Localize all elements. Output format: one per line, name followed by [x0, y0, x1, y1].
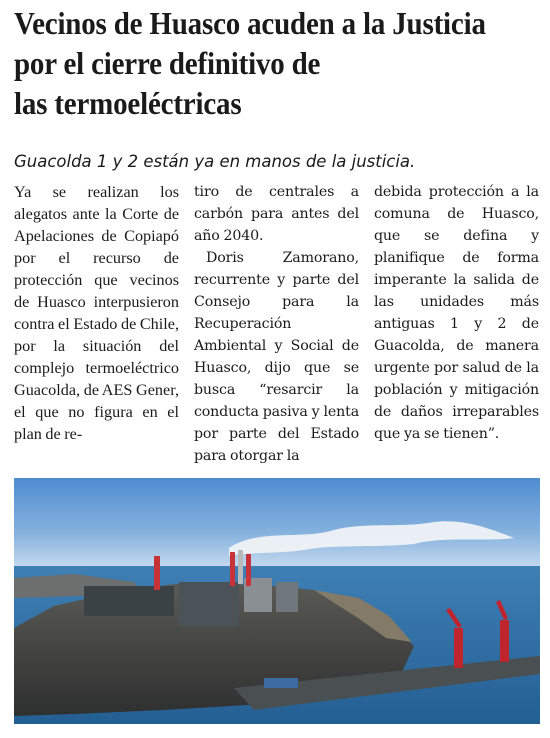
body-column-1 — [14, 181, 179, 466]
smokestack — [238, 550, 243, 584]
paragraph: Ya se realizan los alegatos ante la Corte de Apelaciones de Copiapó por el recurso de protección que vecinos de Huasco interpusieron contra el Estado de Chile, por la situación del complejo termoeléctrico Guacolda, de AES Gener, el que no figura en el plan de re- — [14, 183, 179, 443]
article-headline — [14, 4, 497, 124]
body-column-3 — [374, 181, 539, 466]
building — [276, 582, 298, 612]
article-subheadline: Guacolda 1 y 2 están ya en manos de la justicia. — [14, 152, 416, 172]
paragraph: Doris Zamorano, recurrente y parte del Consejo para la Recuperación Ambiental y Social de Huasco, dijo que se busca “resarcir la conducta pasiva y lenta por parte del Estado para otorgar la — [194, 250, 359, 464]
article-photo — [14, 478, 540, 724]
container — [264, 678, 298, 688]
coal-yard — [84, 586, 174, 616]
smokestack — [246, 554, 251, 586]
harbor-crane — [500, 620, 509, 662]
harbor-crane — [454, 628, 463, 668]
headline-line: las termoeléctricas — [14, 86, 242, 121]
boiler-building — [179, 582, 239, 626]
smokestack — [230, 552, 235, 586]
paragraph: debida protección a la comuna de Huasco, que se defina y planifique de forma imperante la salida de las unidades más antiguas 1 y 2 de Guacolda, de manera urgente por salud de la población y mitigación de daños irreparables que ya se tienen”. — [374, 184, 539, 442]
headline-line: Vecinos de Huasco acuden a la Justicia — [14, 6, 486, 41]
smokestack — [154, 556, 160, 590]
power-plant-photo — [14, 478, 540, 724]
paragraph: tiro de centrales a carbón para antes del año 2040. — [194, 184, 359, 244]
headline-line: por el cierre definitivo de — [14, 46, 321, 81]
article-body — [14, 181, 539, 466]
body-column-2 — [194, 181, 359, 466]
